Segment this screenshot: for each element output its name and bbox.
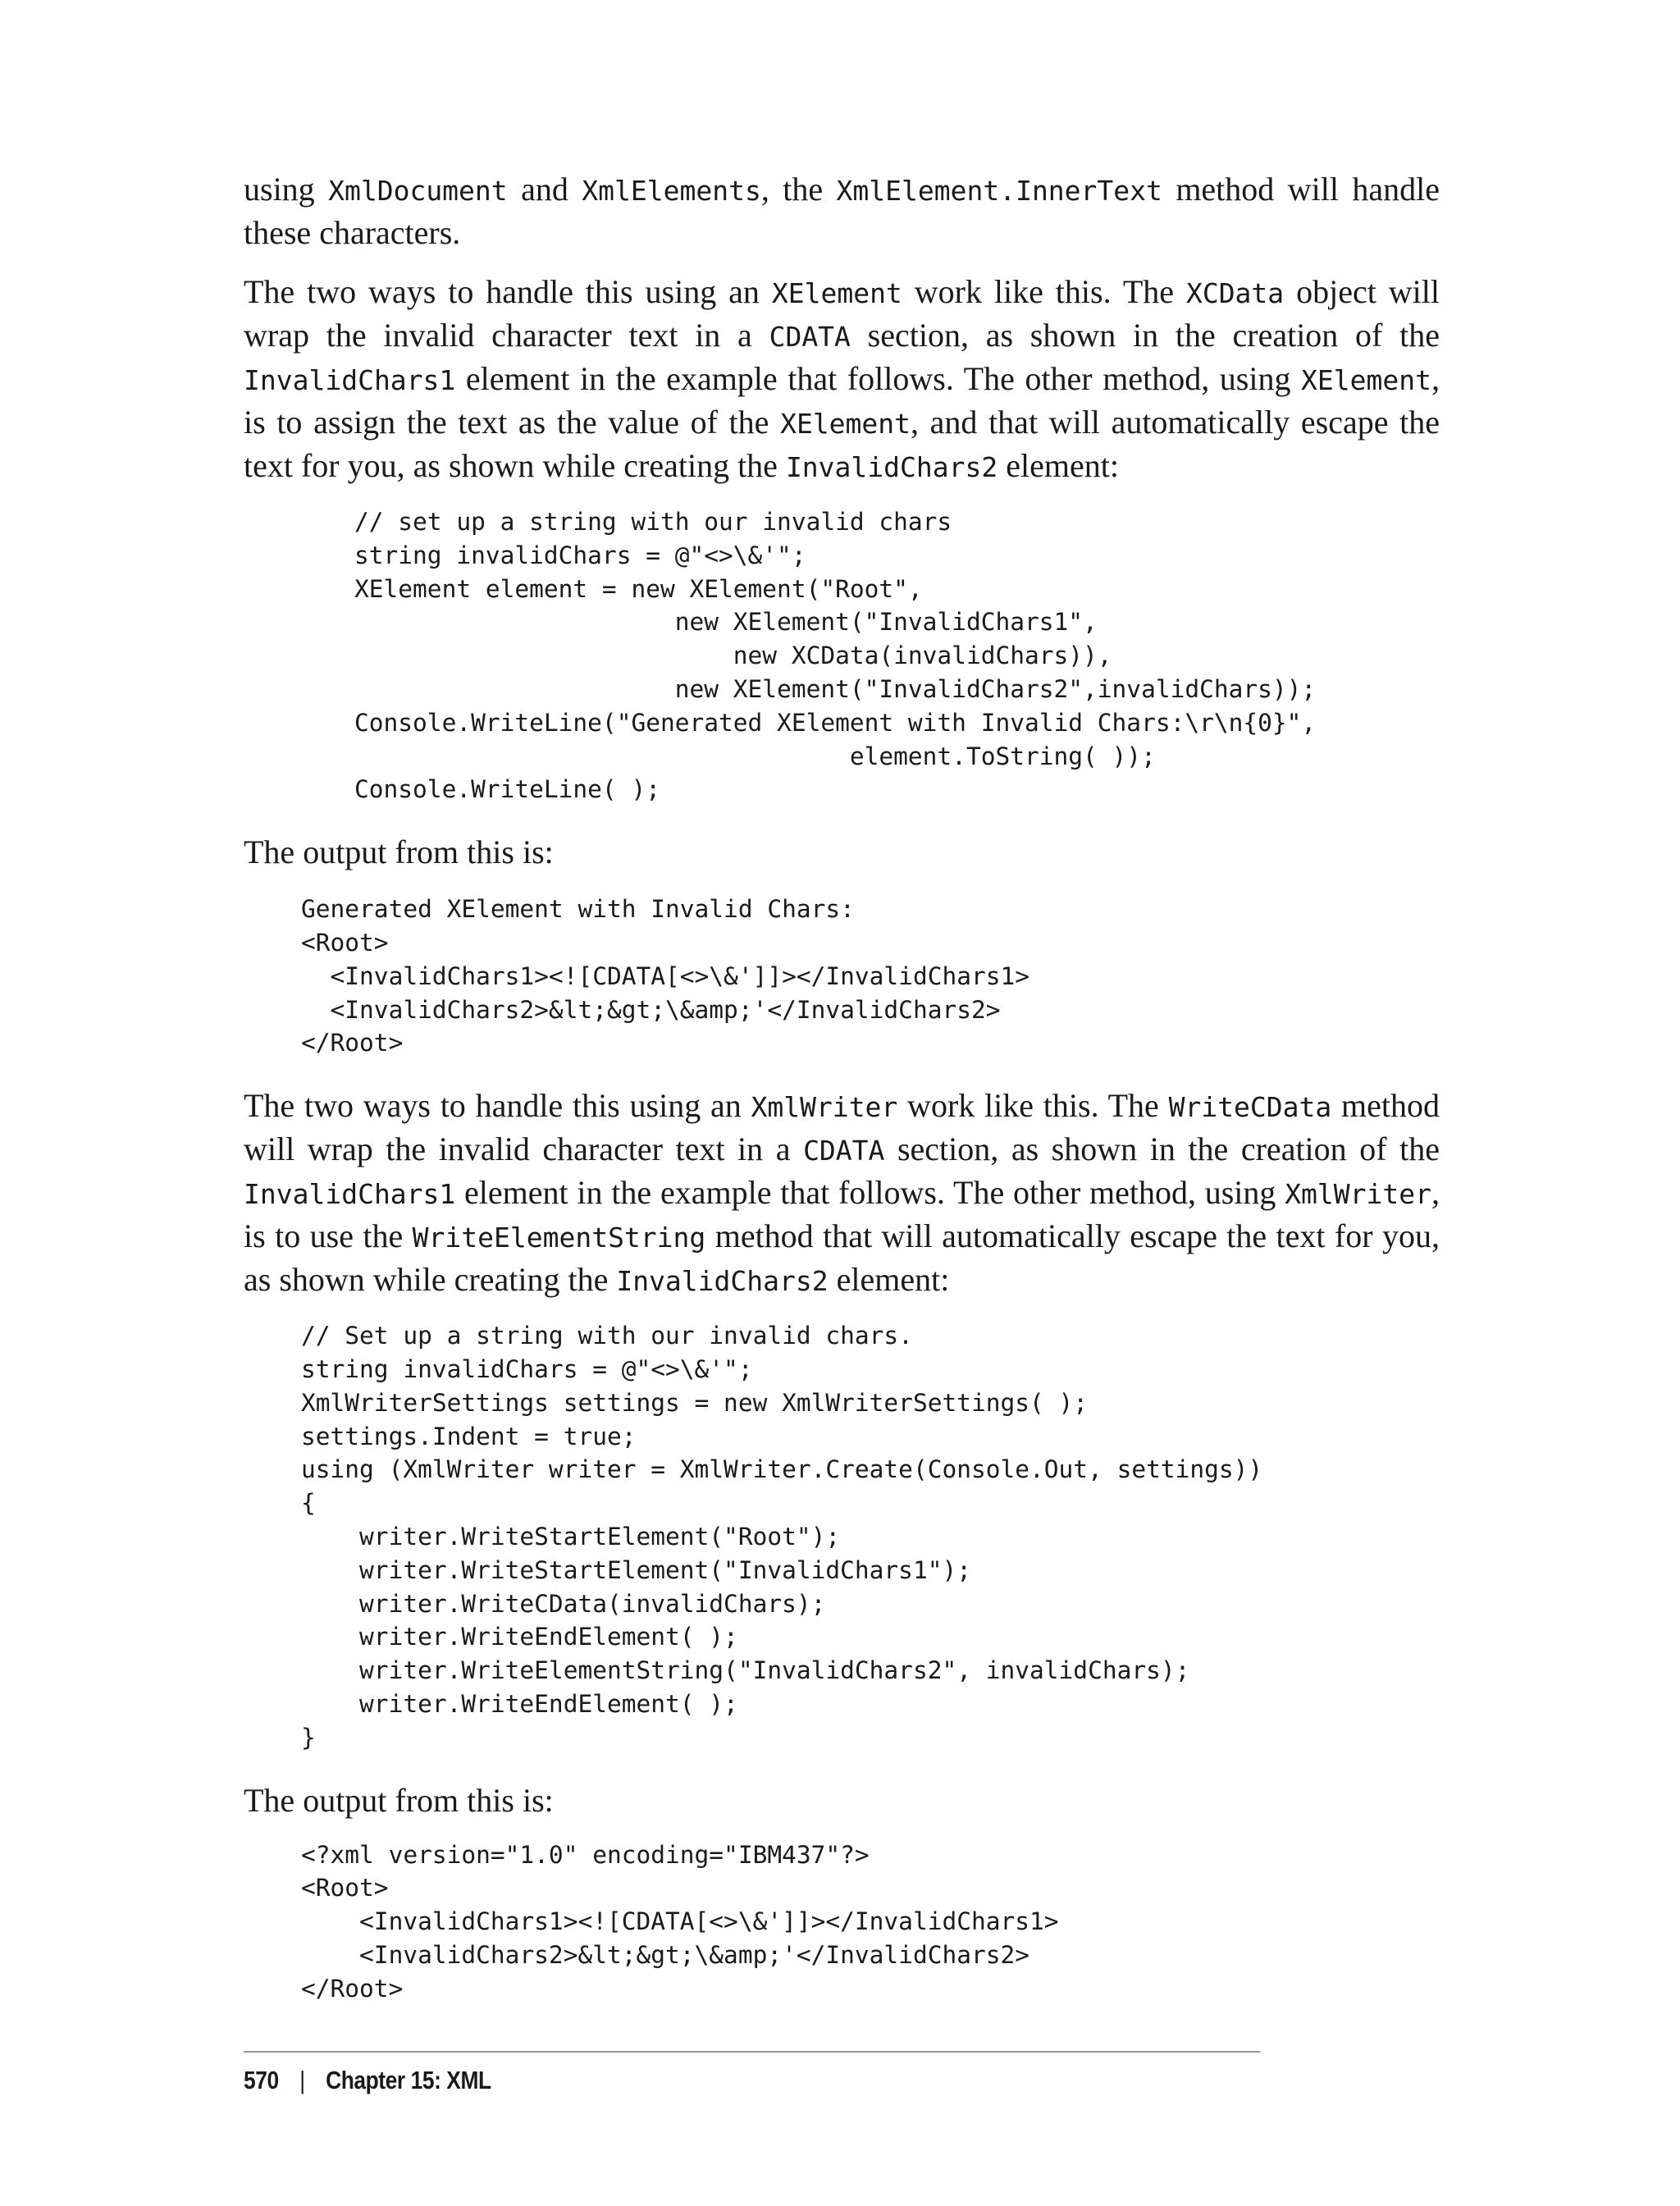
inline-code: CDATA [803,1135,885,1167]
inline-code: InvalidChars2 [616,1265,829,1298]
text-run: The two ways to handle this using an [244,273,772,310]
code-xelement-example: // set up a string with our invalid chars string invalidChars = @"<>\&'"; XElement element = new XElement("Root", new XElement("InvalidChars1", new XCData(invalidChars)), new XElement("InvalidChars2",invalidChars)); Console.WriteLine("Generated XElement with Invalid Chars:\r\n{0}", element.ToString( )); Console.WriteLine( ); [354,508,1317,804]
inline-code: XmlElement.InnerText [836,175,1162,207]
text-run: object will wrap the invalid character text in a [244,273,1440,354]
chapter-title: Chapter 15: XML [326,2066,491,2094]
text-run: method will wrap the invalid character text in a [244,1087,1440,1168]
text-run: work like this. The [902,273,1186,310]
paragraph-xmlwriter-ways [244,1085,1440,1302]
paragraph-xelement-ways [244,271,1440,488]
inline-code: InvalidChars1 [244,1178,456,1211]
inline-code: XmlWriter [1285,1178,1431,1211]
inline-code: XElement [780,408,911,440]
page-body [244,168,1440,2030]
inline-code: CDATA [769,321,851,353]
footer-separator: | [299,2066,305,2094]
text-run: method will handle these characters. [244,171,1440,251]
inline-code: XCData [1185,277,1285,309]
inline-code: XElement [1301,364,1431,396]
page-footer [244,2051,1260,2095]
text-run: element in the example that follows. The other method, using [455,360,1302,397]
inline-code: XElement [771,277,902,309]
inline-code: WriteElementString [412,1222,706,1254]
text-run: element in the example that follows. The other method, using [455,1174,1285,1212]
paragraph-output-label-2 [244,1779,1440,1821]
text-run: , is to assign the text as the value of the [244,360,1440,441]
text-run: The output from this is: [244,1781,554,1819]
text-run: and [507,171,582,208]
text-run: work like this. The [897,1087,1169,1125]
text-run: , and that will automatically escape the text for you, as shown while creating the [244,404,1440,484]
inline-code: InvalidChars2 [785,451,998,483]
inline-code: WriteCData [1168,1091,1332,1124]
code-xelement-output: Generated XElement with Invalid Chars: <Root> <InvalidChars1><![CDATA[<>\&']]></InvalidChars1> <InvalidChars2>&lt;&gt;\&amp;'</InvalidChars2> </Root> [301,895,1030,1057]
inline-code: XmlElements [582,175,761,207]
text-run: method that will automatically escape the text for you, as shown while creating the [244,1217,1440,1299]
inline-code: XmlDocument [328,175,508,207]
text-run: using [244,171,329,208]
inline-code: XmlWriter [751,1091,898,1124]
code-xmlwriter-output: <?xml version="1.0" encoding="IBM437"?> <Root> <InvalidChars1><![CDATA[<>\&']]></InvalidChars1> <InvalidChars2>&lt;&gt;\&amp;'</InvalidChars2> </Root> [301,1840,1059,2003]
text-run: element: [828,1261,950,1299]
text-run: section, as shown in the creation of the [850,317,1440,354]
paragraph-output-label-1 [244,831,1440,873]
text-run: , is to use the [244,1174,1440,1255]
code-xmlwriter-example: // Set up a string with our invalid chars. string invalidChars = @"<>\&'"; XmlWriterSettings settings = new XmlWriterSettings( ); settings.Indent = true; using (XmlWriter writer = XmlWriter.Create(Console.Out, settings)) { writer.WriteStartElement("Root"); writer.WriteStartElement("InvalidChars1"); writer.WriteCData(invalidChars); writer.WriteEndElement( ); writer.WriteElementString("InvalidChars2", invalidChars); writer.WriteEndElement( ); } [301,1322,1263,1752]
text-run: The two ways to handle this using an [244,1087,751,1125]
text-run: , the [760,171,837,208]
text-run: element: [998,447,1119,484]
page-number: 570 [244,2066,279,2094]
text-run: section, as shown in the creation of the [884,1130,1440,1168]
inline-code: InvalidChars1 [244,364,456,396]
text-run: The output from this is: [244,834,554,871]
paragraph-intro [244,168,1440,253]
